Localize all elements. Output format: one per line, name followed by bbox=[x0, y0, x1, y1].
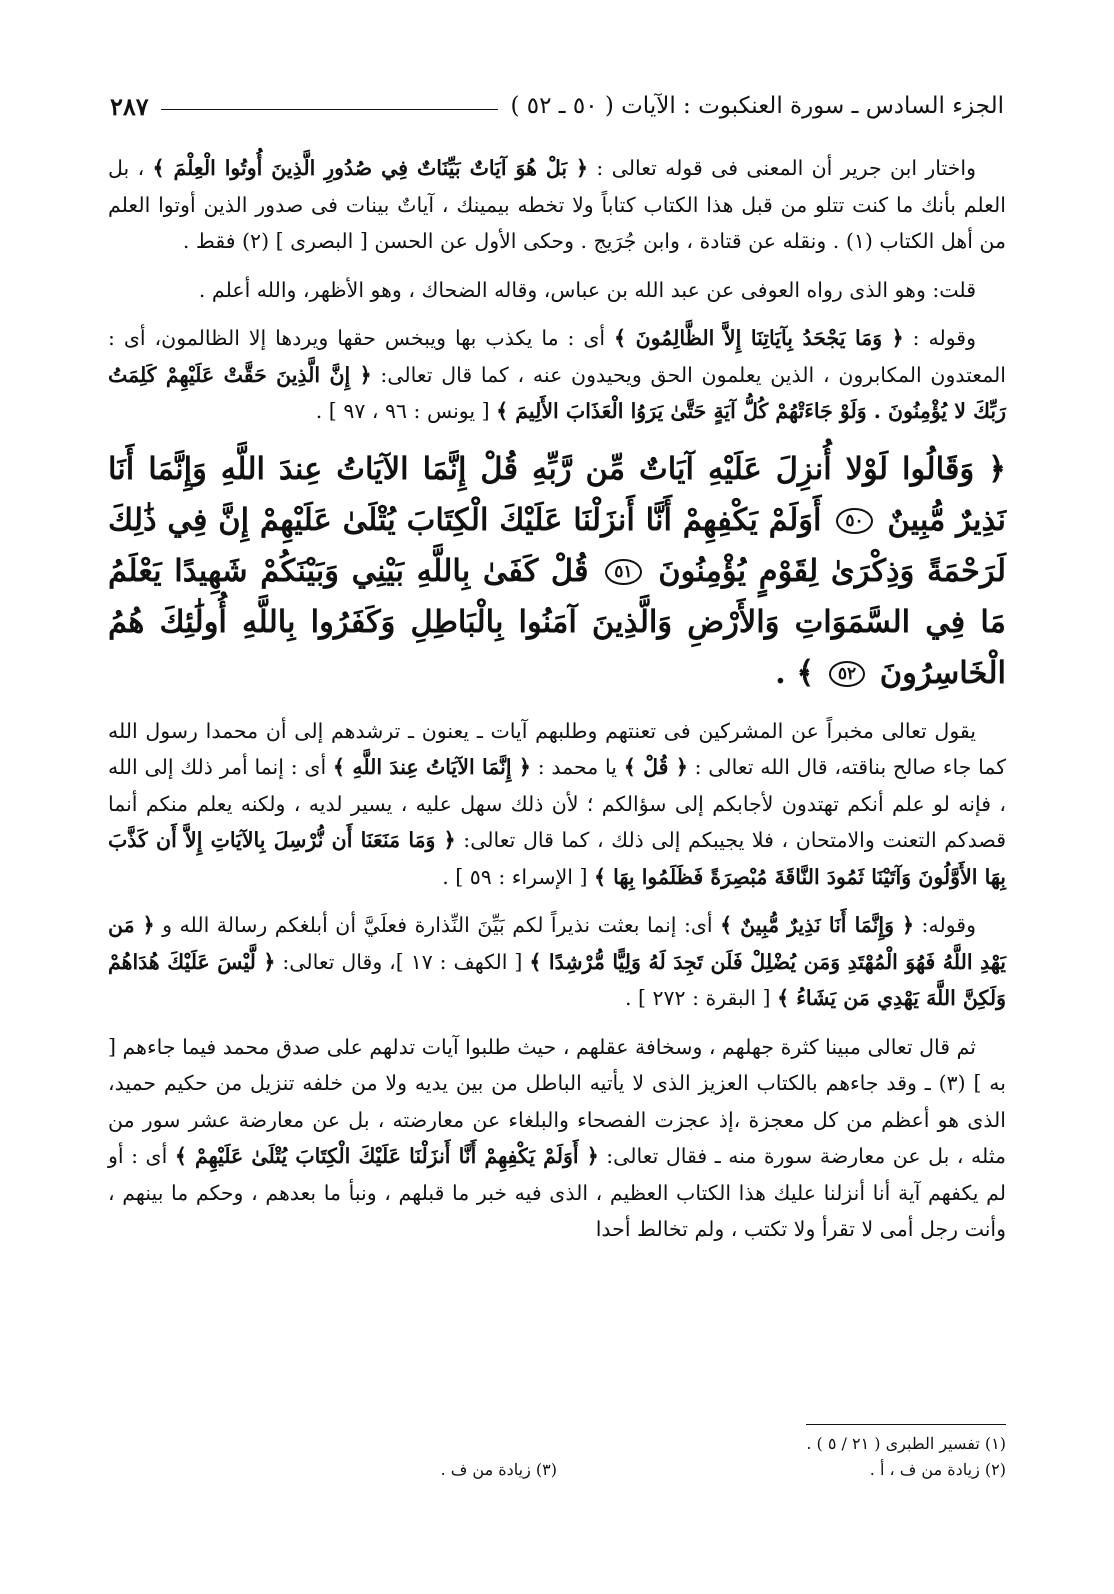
paragraph-1 bbox=[108, 150, 1006, 260]
page-body bbox=[108, 150, 1006, 1248]
verse-number-52: ٥٢ bbox=[829, 661, 865, 687]
paragraph-5 bbox=[108, 907, 1006, 1017]
text-span: أى : إنما أمر ذلك إلى الله ، فإنه لو علم أنكم تهتدون لأجابكم إلى سؤالكم ؛ لأن ذلك سهل عليه ، يسير لديه ، ولكنه يعلم منكم أنما قصدكم التعنت والامتحان ، فلا يجيبكم إلى ذلك ، كما قال تعالى: bbox=[108, 755, 1006, 852]
page-header bbox=[110, 84, 1004, 128]
quran-quote: ﴿ إِنَّ الَّذِينَ حَقَّتْ عَلَيْهِمْ كَلِمَتُ رَبِّكَ لا يُؤْمِنُونَ . وَلَوْ جَاءَتْهُمْ كُلُّ آيَةٍ حَتَّىٰ يَرَوُا الْعَذَابَ الأَلِيمَ ﴾ bbox=[108, 362, 1006, 423]
quran-verses-block bbox=[108, 444, 1006, 699]
text-span: [ يونس : ٩٦ ، ٩٧ ] . bbox=[315, 399, 497, 423]
verse-52: قُلْ كَفَىٰ بِاللَّهِ بَيْنِي وَبَيْنَكُمْ شَهِيدًا يَعْلَمُ مَا فِي السَّمَوَاتِ وَالأَرْضِ وَالَّذِينَ آمَنُوا بِالْبَاطِلِ وَكَفَرُوا بِاللَّهِ أُولَٰئِكَ هُمُ الْخَاسِرُونَ bbox=[108, 552, 1006, 691]
quran-quote: ﴿ وَمَا يَجْحَدُ بِآيَاتِنَا إِلاَّ الظَّالِمُونَ ﴾ bbox=[614, 326, 904, 350]
paragraph-gap bbox=[108, 308, 1006, 320]
quran-quote: ﴿ إِنَّمَا الآيَاتُ عِندَ اللَّهِ ﴾ bbox=[332, 755, 531, 779]
paragraph-2: قلت: وهو الذى رواه العوفى عن عبد الله بن عباس، وقاله الضحاك ، وهو الأظهر، والله أعلم . bbox=[198, 277, 976, 302]
text-span: أى : ما يكذب بها ويبخس حقها ويردها إلا الظالمون، أى : المعتدون المكابرون ، الذين يعلمون الحق ويحيدون عنه ، كما قال تعالى: bbox=[108, 326, 1006, 387]
quran-quote: ﴿ أَوَلَمْ يَكْفِهِمْ أَنَّا أَنزَلْنَا عَلَيْكَ الْكِتَابَ يُتْلَىٰ عَلَيْهِمْ ﴾ bbox=[174, 1144, 599, 1168]
verse-50: ﴿ وَقَالُوا لَوْلا أُنزِلَ عَلَيْهِ آيَاتٌ مِّن رَّبِّهِ قُلْ إِنَّمَا الآيَاتُ عِندَ اللَّهِ وَإِنَّمَا أَنَا نَذِيرٌ مُّبِينٌ bbox=[108, 450, 1007, 538]
footnote-row bbox=[108, 1457, 1006, 1483]
text-span: [ البقرة : ٢٧٢ ] . bbox=[624, 986, 778, 1010]
text-span: واختار ابن جرير أن المعنى فى قوله تعالى : bbox=[588, 156, 976, 180]
page-number: ٢٨٧ bbox=[110, 91, 149, 121]
text-span: ثم قال تعالى مبينا كثرة جهلهم ، وسخافة عقلهم ، حيث طلبوا آيات تدلهم على صدق محمد فيما جاءهم [ به ] (٣) ـ وقد جاءهم بالكتاب العزيز الذى لا يأتيه الباطل من بين يديه ولا من خلفه تنزيل من حكيم حميد، الذى هو أعظم من كل معجزة ،إذ عجزت الفصحاء والبلغاء عن معارضته ، بل عن معارضة عشر سور من مثله ، بل عن معارضة سورة منه ـ فقال تعالى: bbox=[108, 1034, 1007, 1168]
footnote-rule bbox=[806, 1424, 1006, 1425]
header-rule bbox=[161, 109, 499, 110]
text-span: أى : أو لم يكفهم آية أنا أنزلنا عليك هذا الكتاب العظيم ، الذى فيه خبر ما قبلهم ، ونبأ ما بعدهم ، وحكم ما بينهم ، وأنت رجل أمى لا تقرأ ولا تكتب ، ولم تخالط أحدا bbox=[108, 1144, 1006, 1241]
paragraph-gap bbox=[108, 895, 1006, 907]
text-span: [ الكهف : ١٧ ]، وقال تعالى: bbox=[275, 949, 530, 974]
verse-number-50: ٥٠ bbox=[836, 508, 872, 534]
paragraph-6 bbox=[108, 1029, 1006, 1248]
text-span: وقوله: bbox=[914, 913, 976, 937]
paragraph-gap bbox=[108, 260, 1006, 272]
quran-quote: ﴿ وَمَا مَنَعَنَا أَن نُّرْسِلَ بِالآيَاتِ إِلاَّ أَن كَذَّبَ بِهَا الأَوَّلُونَ وَآتَيْنَا ثَمُودَ النَّاقَةَ مُبْصِرَةً فَظَلَمُوا بِهَا ﴾ bbox=[108, 828, 1006, 889]
footnotes bbox=[108, 1424, 1006, 1483]
footnote-2: (٢) زيادة من ف ، أ . bbox=[869, 1460, 1006, 1479]
paragraph-4 bbox=[108, 713, 1006, 896]
quran-quote: ﴿ مَن يَهْدِ اللَّهُ فَهُوَ الْمُهْتَدِ وَمَن يُضْلِلْ فَلَن تَجِدَ لَهُ وَلِيًّا مُّرْشِدًا ﴾ bbox=[108, 913, 1006, 974]
verse-close: ﴾ . bbox=[775, 654, 815, 691]
text-span: وقوله : bbox=[903, 326, 976, 350]
running-title: الجزء السادس ـ سورة العنكبوت : الآيات ( ٥٠ ـ ٥٢ ) bbox=[510, 93, 1004, 119]
quran-quote: ﴿ وَإِنَّمَا أَنَا نَذِيرٌ مُّبِينٌ ﴾ bbox=[720, 913, 915, 937]
text-span: أى: إنما بعثت نذيراً لكم بَيِّنَ النِّذارة فعلَيَّ أن أبلغكم رسالة الله و bbox=[154, 913, 721, 937]
paragraph-3 bbox=[108, 320, 1006, 430]
quran-quote: ﴿ لَّيْسَ عَلَيْكَ هُدَاهُمْ وَلَكِنَّ اللَّهَ يَهْدِي مَن يَشَاءُ ﴾ bbox=[108, 949, 1006, 1010]
text-span: يا محمد : bbox=[530, 755, 624, 779]
quran-quote: ﴿ بَلْ هُوَ آيَاتٌ بَيِّنَاتٌ فِي صُدُورِ الَّذِينَ أُوتُوا الْعِلْمَ ﴾ bbox=[152, 156, 589, 180]
paragraph-gap bbox=[108, 1017, 1006, 1029]
text-span: يقول تعالى مخبراً عن المشركين فى تعنتهم وطلبهم آيات ـ يعنون ـ ترشدهم إلى أن محمدا رسول الله كما جاء صالح بناقته، قال الله تعالى : bbox=[108, 718, 1007, 779]
quran-quote: ﴿ قُلْ ﴾ bbox=[623, 755, 688, 779]
text-span: [ الإسراء : ٥٩ ] . bbox=[442, 864, 595, 889]
text-span: ، بل العلم بأنك ما كنت تتلو من قبل هذا الكتاب كتاباً ولا تخطه بيمينك ، آياتٌ بينات فى صدور الذين أوتوا العلم من أهل الكتاب (١) . ونقله عن قتادة ، وابن جُرَيج . وحكى الأول عن الحسن [ البصرى ] (٢) فقط . bbox=[108, 156, 1006, 253]
footnote-1: (١) تفسير الطبرى ( ٢١ / ٥ ) . bbox=[806, 1434, 1006, 1453]
verse-number-51: ٥١ bbox=[605, 559, 641, 585]
footnote-3: (٣) زيادة من ف . bbox=[440, 1460, 557, 1479]
verse-51: أَوَلَمْ يَكْفِهِمْ أَنَّا أَنزَلْنَا عَلَيْكَ الْكِتَابَ يُتْلَىٰ عَلَيْهِمْ إِنَّ فِي ذَٰلِكَ لَرَحْمَةً وَذِكْرَىٰ لِقَوْمٍ يُؤْمِنُونَ bbox=[108, 501, 1006, 589]
